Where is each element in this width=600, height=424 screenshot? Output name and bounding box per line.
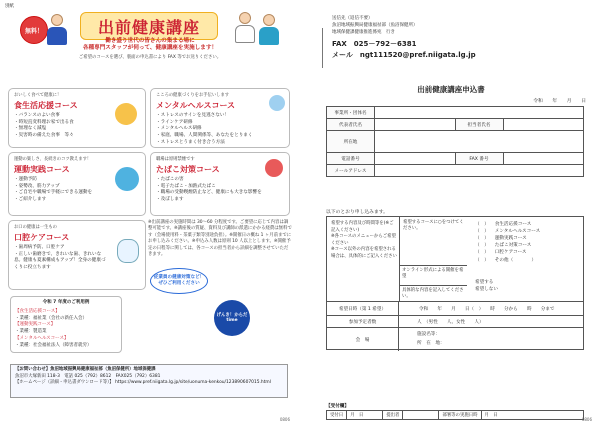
schedule-field[interactable]: 令和 年 月 日（ ） 時 分から 時 分まで [419,306,555,312]
email-address[interactable]: メール ngt111520@pref.niigata.lg.jp [332,50,476,59]
contact-person-field[interactable] [503,119,584,131]
participants-row: 参加予定者数 人 （男性 人、女性 人） [327,315,583,327]
course-option[interactable]: （ ） たばこ対策コース [475,242,540,249]
doctor-illustration-icon [258,14,280,46]
course-mental [150,88,290,148]
notes-text: ※出前講座の実施時間は 30〜60 分程度です。ご要望に応じて内容は調整可能です。※講座後の質疑、資料及び講師の派遣にかかる経費は無料です（会場使用料・茶菓子類等別途負担）。※開催日の概ね 1 ヶ月前までにお申し込みください。※申込み人数は原則 10 人以上とします。※開催予定の日程等に関しては、各コースの担当者から詳細を調整させていただきます。 [148,220,292,257]
course-name: メンタルヘルスコース [156,101,236,110]
course-option[interactable]: （ ） その他（ ） [475,257,540,264]
schedule-row: 希望日時（第 1 希望） 令和 年 月 日（ ） 時 分から 時 分まで [327,301,583,315]
tooth-icon [117,239,139,263]
venue-row: 会 場 施設名等： 所 在 地： [327,327,583,351]
course-exercise [8,152,146,216]
course-items: ・ 歯周病予防、口腔ケア ・ 正しい歯磨きで、きれいな歯、きれいな息。健康も夏素構成もアップ！全身の健康づくりに役立ちます [14,245,140,272]
course-items: ・ 運動予防 ・ 姿勢改、筋力アップ ・ ご自宅や職場で手軽にできる運動を ・ ご紹介します [14,177,140,204]
request-notes: 希望する内容及び時間等を(※ご記入ください) ※各コースのメニューからご希望ください ※コース以外の内容を希望される場合は、具体的にご記入ください [331,221,397,260]
food-bowl-icon [115,103,137,125]
course-name: 食生活応援コース [14,101,78,110]
homepage-link[interactable]: 【ホームページ（詳細・申込書ダウンロード等）】 https://www.pref.niigata.lg.jp/site/uonuma-kenkou/123890607015.html [15,380,271,386]
course-oral [8,220,146,290]
usage-title: 令和 7 年度のご利用例 [42,300,90,305]
lead-instruction: ご希望のコースを選び、裏面の申込書により FAX 等でお送りください。 [78,55,222,60]
course-option[interactable]: （ ） 食生活応援コース [475,221,540,228]
course-name: 口腔ケアコース [14,233,70,242]
pick-label-cell: 希望するコースに○をつけてください。 [399,217,467,301]
reception-row: 受付日 月 日 提出者 部署等の実施日時 月 日 [326,410,584,420]
free-badge: 無料！ [20,16,48,44]
venue-name-field[interactable]: 施設名等： [417,331,440,337]
reception-label: 【受付欄】 [326,404,349,409]
phone-field[interactable] [375,153,456,165]
course-items: ・ たばこの害 ・ 電子たばこ・加熱式たばこ ・ 職場の受動喫煙防止など、健康にも大きな影響を ・ 及ぼします [156,177,284,204]
course-intro: お口の健康は一生もの [14,225,57,230]
email-field[interactable] [375,165,584,177]
flyer-page [0,0,298,424]
address-field[interactable] [375,131,584,153]
usage-examples: 令和 7 年度のご利用例 【食生活応援コース】 ・業種：福祉業（会社の新任入会） 【運動実践コース】 ・業種：製造業 【メンタルヘルスコース】 ・業種：社会福祉法人（障害者就労） [10,296,122,353]
heart-icon [269,95,285,111]
applicant-table: 事業所・団体名 代表者氏名 担当者氏名 所在地 電話番号 FAX 番号 メールアドレス [326,106,584,177]
page-number: 0806 [581,417,592,422]
course-option[interactable]: （ ） メンタルヘルスコース [475,228,540,235]
fax-field[interactable] [503,153,584,165]
course-checklist [475,221,540,264]
request-detail-label: 具体的な内容を記入してください。 [399,285,467,301]
divider [322,28,326,68]
online-label: オンライン形式による開催を希望 [399,265,467,285]
online-no-option[interactable]: 希望しない [475,287,498,293]
promo-bubble: 従業員の健康対策など！ぜひご利用ください [150,268,208,294]
course-name: たばこ対策コース [156,165,220,174]
course-items: ・ バランスのよい食事 ・ 時短直変料理お家で出る食 ・ 無理なく減塩 ・ 災害時の備えた食事 等々 [14,113,140,140]
application-form-page [302,0,600,424]
representative-field[interactable] [375,119,456,131]
runner-icon [115,167,139,191]
page-title: 出前健康講座 [80,12,218,40]
course-intro: 運動の楽しさ、長続きのコツ教えます！ [14,157,92,162]
org-name-field[interactable] [375,107,584,119]
course-request-box [326,216,584,350]
course-name: 運動実践コース [14,165,70,174]
course-intro: 職場は原則禁煙です [156,157,195,162]
course-option[interactable]: （ ） 運動実践コース [475,235,540,242]
page-number: 0806 [279,417,290,422]
page-corner-label: 別紙 [5,4,14,9]
contact-box: 【お問い合わせ】魚沼地域振興局健康福祉部（魚沼保健所）地域保健課 魚沼市大塚新田 118-3 電話 025（792）8612 FAX025（792）6381 【ホームページ（詳細・申込書ダウンロード等）】 https://www.pref.niigata.lg.jp/site/uonuma-kenkou/123890607015.html [10,364,288,398]
fill-instruction: 以下のとおり申し込みます。 [326,210,388,215]
course-tobacco [150,152,290,216]
participants-field[interactable]: 人 （男性 人、女性 人） [417,319,484,325]
no-smoking-icon [265,159,283,177]
course-food [8,88,146,148]
course-items: ・ ストレスのサインを見逃さない！ ・ ラインケア研修 ・ メンタルヘルス研修 ・ 家庭、職場、人間関係等、あなたをとりまく ・ ストレスとうまく付き合う方法 [156,113,284,146]
venue-address-field[interactable]: 所 在 地： [417,340,445,346]
campaign-logo-icon: げんき！からだ time [214,300,250,336]
fax-number: FAX 025－792－6381 [332,39,417,48]
course-intro: こころの健康づくりをお手伝いします [156,93,230,98]
online-yes-option[interactable]: 希望する [475,280,494,285]
form-date: 令和 年 月 日 [533,99,586,104]
online-options [475,271,498,293]
course-intro: おいしく食べて健康に！ [14,93,62,98]
form-title: 出前健康講座申込書 [417,85,485,94]
send-to-address: 送信先（返信不要） 魚沼地域振興局健康福祉部（魚沼保健所） 地域保健課健康推進係宛 行き FAX 025－792－6381 メール ngt111520@pref.niigata.lg.jp [332,16,476,59]
course-option[interactable]: （ ） 口腔ケアコース [475,249,540,256]
lead-text: 働き盛り世代の皆さんの集まる場に 各種専門スタッフが伺って、健康講座を実施します！ [82,38,218,52]
